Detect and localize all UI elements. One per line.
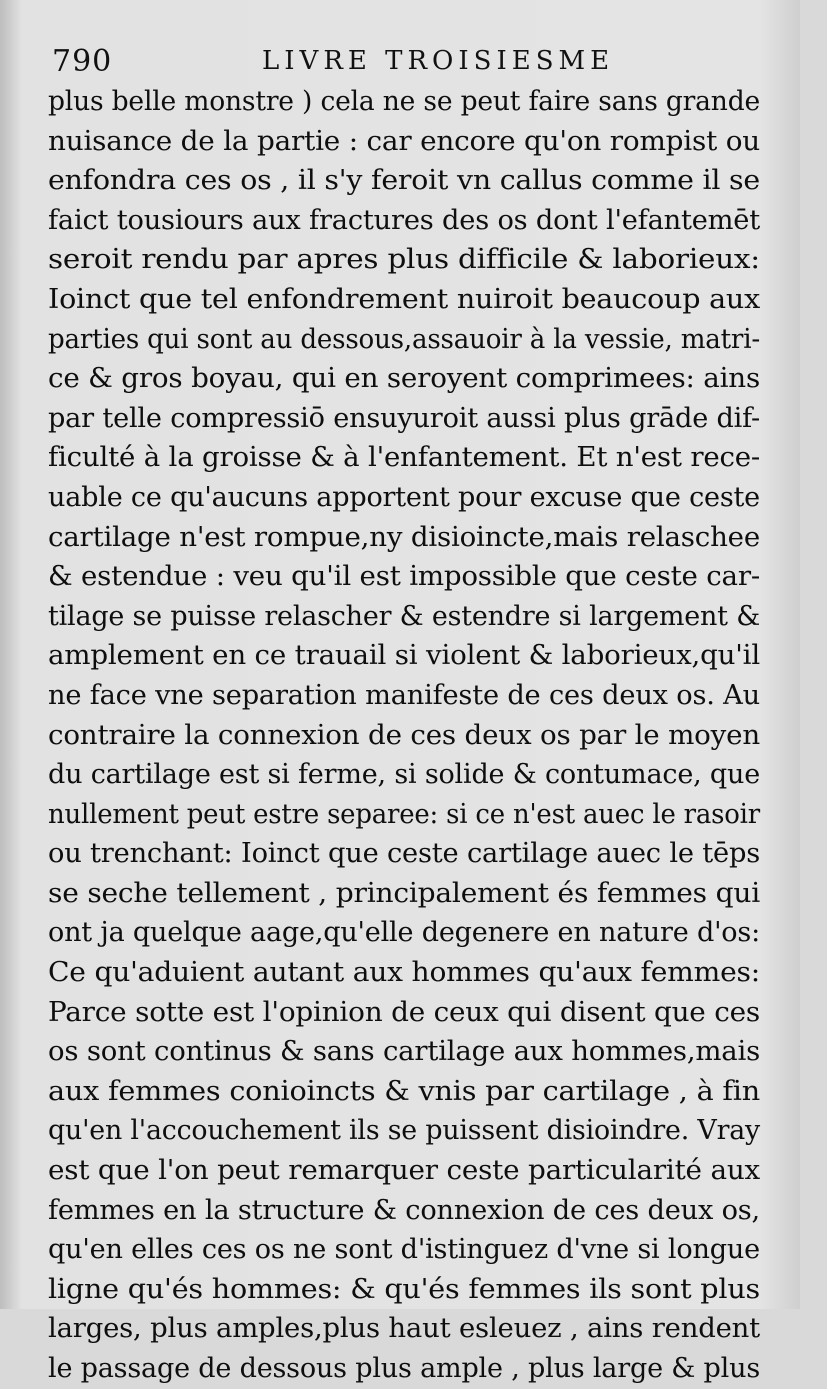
page-header bbox=[40, 44, 760, 84]
text-line: Ioinct que tel enfondrement nuiroit beaucoup aux bbox=[48, 283, 760, 315]
text-line: seroit rendu par apres plus difficile & laborieux: bbox=[48, 244, 760, 276]
text-line: faict tousiours aux fractures des os dont l'efantemēt bbox=[48, 204, 760, 236]
text-line: plus belle monstre ) cela ne se peut faire sans grande bbox=[48, 86, 760, 117]
text-line: Parce sotte est l'opinion de ceux qui disent que ces bbox=[48, 996, 760, 1028]
text-line: & estendue : veu qu'il est impossible que ceste car- bbox=[48, 561, 760, 593]
text-line: cartilage n'est rompue,ny disioincte,mais relaschee bbox=[48, 521, 760, 553]
text-line: se seche tellement , principalement és femmes qui bbox=[48, 877, 760, 909]
text-line: nuisance de la partie : car encore qu'on rompist ou bbox=[48, 125, 760, 157]
text-line: parties qui sont au dessous,assauoir à la vessie, matri- bbox=[48, 323, 760, 355]
text-line: os sont continus & sans cartilage aux hommes,mais bbox=[48, 1036, 761, 1068]
text-line: ce & gros boyau, qui en seroyent comprimees: ains bbox=[48, 363, 761, 395]
text-line: nullement peut estre separee: si ce n'est auec le rasoir bbox=[48, 798, 760, 830]
text-line: amplement en ce trauail si violent & laborieux,qu'il bbox=[48, 640, 760, 672]
text-line: femmes en la structure & connexion de ces deux os, bbox=[48, 1194, 760, 1226]
text-line: ont ja quelque aage,qu'elle degenere en nature d'os: bbox=[48, 917, 760, 949]
text-line: larges, plus amples,plus haut esleuez , ains rendent bbox=[48, 1313, 760, 1345]
text-line: ne face vne separation manifeste de ces deux os. Au bbox=[48, 679, 760, 711]
text-line: qu'en l'accouchement ils se puissent disioindre. Vray bbox=[48, 1115, 760, 1147]
text-line: enfondra ces os , il s'y feroit vn callus comme il se bbox=[48, 165, 760, 197]
text-line: Ce qu'aduient autant aux hommes qu'aux femmes: bbox=[48, 957, 761, 989]
text-line: du cartilage est si ferme, si solide & contumace, que bbox=[48, 759, 760, 791]
body-text bbox=[48, 82, 763, 1389]
text-line: tilage se puisse relascher & estendre si largement & bbox=[48, 600, 760, 632]
text-line: uable ce qu'aucuns apportent pour excuse que ceste bbox=[48, 481, 760, 513]
text-line: contraire la connexion de ces deux os par le moyen bbox=[48, 719, 761, 751]
running-head: LIVRE TROISIESME bbox=[262, 46, 615, 76]
text-line: ligne qu'és hommes: & qu'és femmes ils sont plus bbox=[48, 1273, 760, 1305]
page-number: 790 bbox=[52, 44, 113, 79]
text-line: par telle compressiō ensuyuroit aussi plus grāde dif- bbox=[48, 402, 760, 434]
text-line: ficulté à la groisse & à l'enfantement. Et n'est rece- bbox=[48, 442, 760, 474]
text-line: le passage de dessous plus ample , plus large & plus bbox=[48, 1353, 760, 1384]
text-line: aux femmes conioincts & vnis par cartilage , à fin bbox=[48, 1075, 760, 1107]
text-line: ou trenchant: Ioinct que ceste cartilage auec le tēps bbox=[48, 838, 760, 870]
text-line: est que l'on peut remarquer ceste particularité aux bbox=[48, 1155, 760, 1187]
text-line: qu'en elles ces os ne sont d'istinguez d'vne si longue bbox=[48, 1234, 761, 1266]
